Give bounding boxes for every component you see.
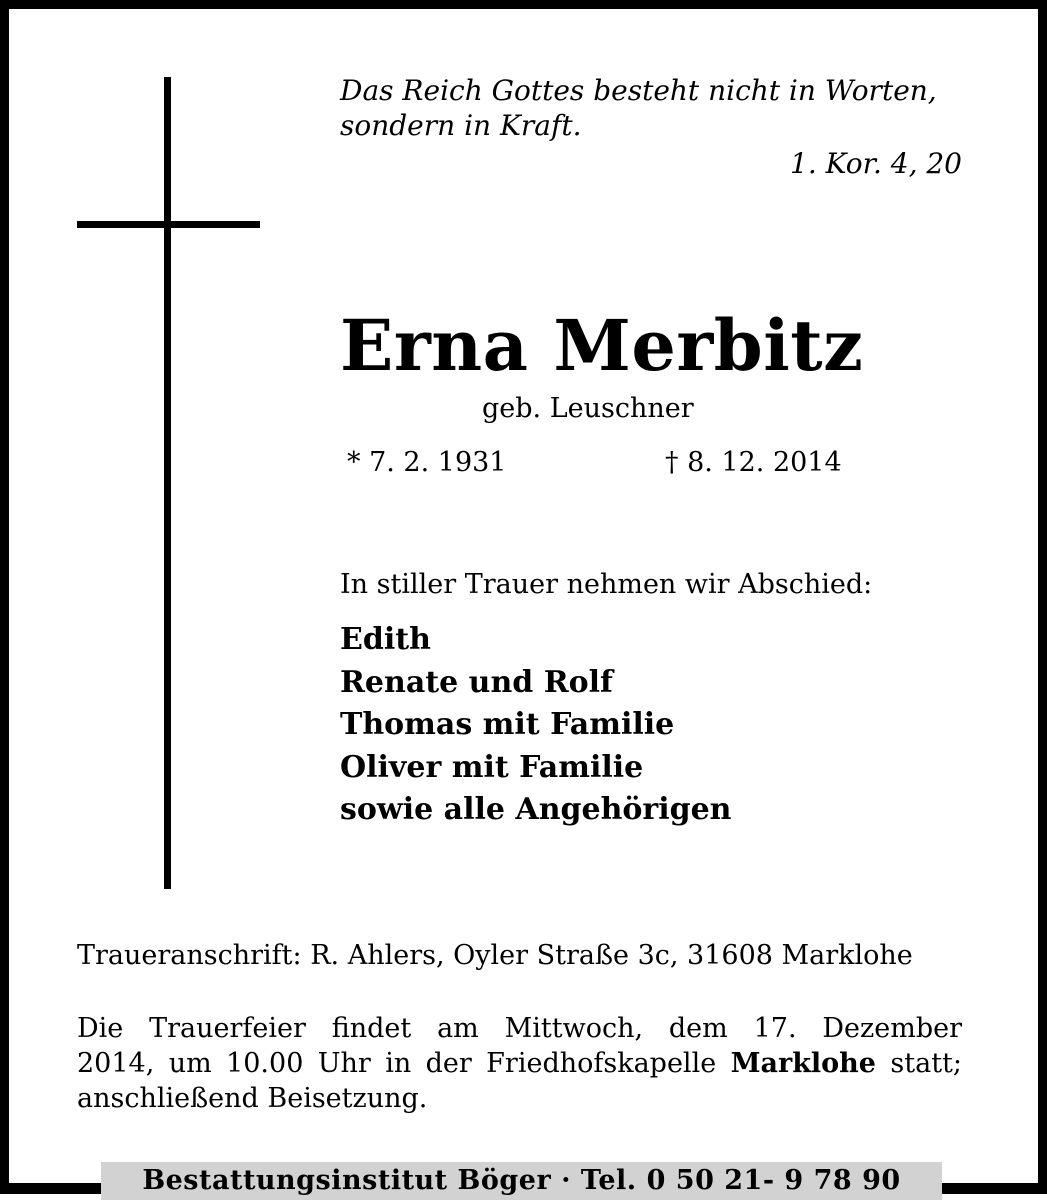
bible-verse-line-1: Das Reich Gottes besteht nicht in Worten,: [340, 74, 937, 107]
mourner-item: Oliver mit Familie: [340, 749, 644, 785]
service-line-1: Die Trauerfeier findet am Mittwoch, dem 17. Dezember: [77, 1013, 962, 1044]
service-line-3: anschließend Beisetzung.: [77, 1083, 428, 1114]
mourner-item: Renate und Rolf: [340, 664, 613, 700]
funeral-home-contact: Bestattungsinstitut Böger · Tel. 0 50 21- 9 78 90: [142, 1165, 901, 1196]
mourners-list: [340, 619, 731, 832]
service-line-2-end: statt;: [890, 1048, 962, 1079]
cross-horizontal-beam: [77, 221, 260, 228]
funeral-service-info: [77, 1011, 962, 1116]
mourning-intro: In stiller Trauer nehmen wir Abschied:: [340, 569, 873, 600]
service-location: Marklohe: [730, 1048, 876, 1079]
maiden-name: geb. Leuschner: [482, 393, 694, 424]
bible-verse-line-2: sondern in Kraft.: [340, 109, 582, 142]
bible-verse-reference: 1. Kor. 4, 20: [790, 147, 962, 180]
birth-date: * 7. 2. 1931: [347, 447, 507, 478]
funeral-home-band: [101, 1162, 942, 1200]
mourner-item: Edith: [340, 622, 431, 657]
service-line-2-start: 2014, um 10.00 Uhr in der Friedhofskapelle: [77, 1048, 717, 1079]
mourner-item: Thomas mit Familie: [340, 707, 675, 742]
mourning-address: Traueranschrift: R. Ahlers, Oyler Straße 3c, 31608 Marklohe: [77, 940, 913, 971]
mourner-item: sowie alle Angehörigen: [340, 792, 732, 827]
service-line-2: [77, 1046, 962, 1081]
deceased-name: Erna Merbitz: [340, 304, 864, 387]
cross-vertical-beam: [164, 77, 171, 889]
death-date: † 8. 12. 2014: [665, 447, 842, 478]
bible-verse: [340, 73, 937, 143]
